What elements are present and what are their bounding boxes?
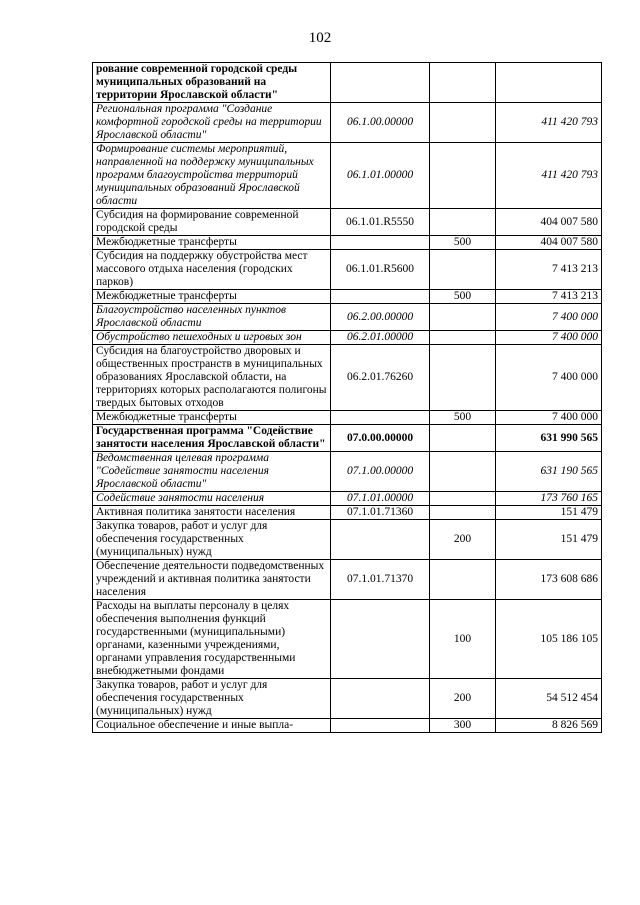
row-code-cell: 07.1.01.00000 — [331, 492, 430, 506]
row-name-cell: Субсидия на благоустройство дворовых и общественных пространств в муниципальных образованиях Ярославской области, на территориях которых располагаются полигоны твердых бытовых отходов — [93, 345, 331, 411]
row-amount-cell: 7 400 000 — [496, 304, 602, 331]
row-name-cell: Содействие занятости населения — [93, 492, 331, 506]
table-row — [93, 452, 602, 492]
row-amount-cell: 7 413 213 — [496, 290, 602, 304]
table-row — [93, 143, 602, 209]
row-expense-type-cell — [430, 331, 496, 345]
row-name-cell: Благоустройство населенных пунктов Ярославской области — [93, 304, 331, 331]
row-name-cell: Межбюджетные трансферты — [93, 411, 331, 425]
row-expense-type-cell: 200 — [430, 520, 496, 560]
table-row — [93, 492, 602, 506]
row-amount-cell: 173 760 165 — [496, 492, 602, 506]
row-expense-type-cell — [430, 345, 496, 411]
row-amount-cell: 7 413 213 — [496, 250, 602, 290]
row-expense-type-cell: 100 — [430, 600, 496, 679]
row-expense-type-cell — [430, 492, 496, 506]
table-row — [93, 520, 602, 560]
table-row — [93, 411, 602, 425]
table-row — [93, 719, 602, 733]
table-row — [93, 209, 602, 236]
table-row — [93, 331, 602, 345]
row-code-cell — [331, 719, 430, 733]
row-expense-type-cell — [430, 304, 496, 331]
row-code-cell: 06.1.00.00000 — [331, 103, 430, 143]
row-amount-cell: 411 420 793 — [496, 103, 602, 143]
table-row — [93, 506, 602, 520]
row-expense-type-cell: 200 — [430, 679, 496, 719]
row-name-cell: Субсидия на формирование современной городской среды — [93, 209, 331, 236]
row-expense-type-cell: 500 — [430, 290, 496, 304]
row-code-cell: 07.1.01.71370 — [331, 560, 430, 600]
row-name-cell: Активная политика занятости населения — [93, 506, 331, 520]
table-row — [93, 679, 602, 719]
row-amount-cell: 7 400 000 — [496, 331, 602, 345]
row-code-cell: 07.0.00.00000 — [331, 425, 430, 452]
table-row — [93, 560, 602, 600]
row-name-cell: Формирование системы мероприятий, направленной на поддержку муниципальных программ благоустройства территорий муниципальных образований Ярославской области — [93, 143, 331, 209]
table-row — [93, 345, 602, 411]
row-amount-cell: 173 608 686 — [496, 560, 602, 600]
row-name-cell: рование современной городской среды муниципальных образований на территории Ярославской области" — [93, 63, 331, 103]
row-amount-cell: 7 400 000 — [496, 345, 602, 411]
row-code-cell — [331, 411, 430, 425]
table-row — [93, 600, 602, 679]
row-name-cell: Межбюджетные трансферты — [93, 290, 331, 304]
table-row — [93, 250, 602, 290]
row-code-cell — [331, 600, 430, 679]
row-name-cell: Государственная программа "Содействие занятости населения Ярославской области" — [93, 425, 331, 452]
row-amount-cell: 631 190 565 — [496, 452, 602, 492]
row-name-cell: Обеспечение деятельности подведомственных учреждений и активная политика занятости населения — [93, 560, 331, 600]
row-amount-cell: 411 420 793 — [496, 143, 602, 209]
table-row — [93, 304, 602, 331]
row-code-cell: 06.1.01.R5550 — [331, 209, 430, 236]
row-expense-type-cell — [430, 209, 496, 236]
row-code-cell — [331, 63, 430, 103]
row-code-cell — [331, 679, 430, 719]
row-expense-type-cell: 500 — [430, 411, 496, 425]
table-row — [93, 236, 602, 250]
row-expense-type-cell — [430, 506, 496, 520]
row-amount-cell: 404 007 580 — [496, 209, 602, 236]
row-code-cell — [331, 520, 430, 560]
row-expense-type-cell — [430, 103, 496, 143]
page-number: 102 — [308, 30, 332, 46]
row-code-cell: 06.2.00.00000 — [331, 304, 430, 331]
row-code-cell: 07.1.01.71360 — [331, 506, 430, 520]
row-name-cell: Обустройство пешеходных и игровых зон — [93, 331, 331, 345]
row-code-cell — [331, 236, 430, 250]
row-name-cell: Ведомственная целевая программа "Содействие занятости населения Ярославской области" — [93, 452, 331, 492]
row-amount-cell: 151 479 — [496, 506, 602, 520]
row-code-cell: 06.1.01.R5600 — [331, 250, 430, 290]
row-name-cell: Межбюджетные трансферты — [93, 236, 331, 250]
row-expense-type-cell: 500 — [430, 236, 496, 250]
row-amount-cell: 105 186 105 — [496, 600, 602, 679]
row-code-cell — [331, 290, 430, 304]
row-code-cell: 06.2.01.76260 — [331, 345, 430, 411]
row-name-cell: Субсидия на поддержку обустройства мест массового отдыха населения (городских парков) — [93, 250, 331, 290]
row-code-cell: 06.1.01.00000 — [331, 143, 430, 209]
table-row — [93, 103, 602, 143]
row-expense-type-cell — [430, 452, 496, 492]
row-amount-cell: 8 826 569 — [496, 719, 602, 733]
row-expense-type-cell: 300 — [430, 719, 496, 733]
row-expense-type-cell — [430, 143, 496, 209]
row-expense-type-cell — [430, 250, 496, 290]
row-name-cell: Закупка товаров, работ и услуг для обеспечения государственных (муниципальных) нужд — [93, 520, 331, 560]
row-amount-cell: 404 007 580 — [496, 236, 602, 250]
row-amount-cell: 151 479 — [496, 520, 602, 560]
row-name-cell: Расходы на выплаты персоналу в целях обеспечения выполнения функций государственными (муниципальными) органами, казенными учреждениями, органами управления государственными внебюджетными фондами — [93, 600, 331, 679]
row-name-cell: Региональная программа "Создание комфортной городской среды на территории Ярославской области" — [93, 103, 331, 143]
row-amount-cell — [496, 63, 602, 103]
row-code-cell: 06.2.01.00000 — [331, 331, 430, 345]
row-expense-type-cell — [430, 425, 496, 452]
table-row — [93, 290, 602, 304]
table-row — [93, 63, 602, 103]
row-name-cell: Социальное обеспечение и иные выпла- — [93, 719, 331, 733]
row-name-cell: Закупка товаров, работ и услуг для обеспечения государственных (муниципальных) нужд — [93, 679, 331, 719]
row-amount-cell: 54 512 454 — [496, 679, 602, 719]
row-code-cell: 07.1.00.00000 — [331, 452, 430, 492]
row-amount-cell: 631 990 565 — [496, 425, 602, 452]
budget-table — [92, 62, 602, 733]
table-row — [93, 425, 602, 452]
row-expense-type-cell — [430, 560, 496, 600]
row-expense-type-cell — [430, 63, 496, 103]
row-amount-cell: 7 400 000 — [496, 411, 602, 425]
